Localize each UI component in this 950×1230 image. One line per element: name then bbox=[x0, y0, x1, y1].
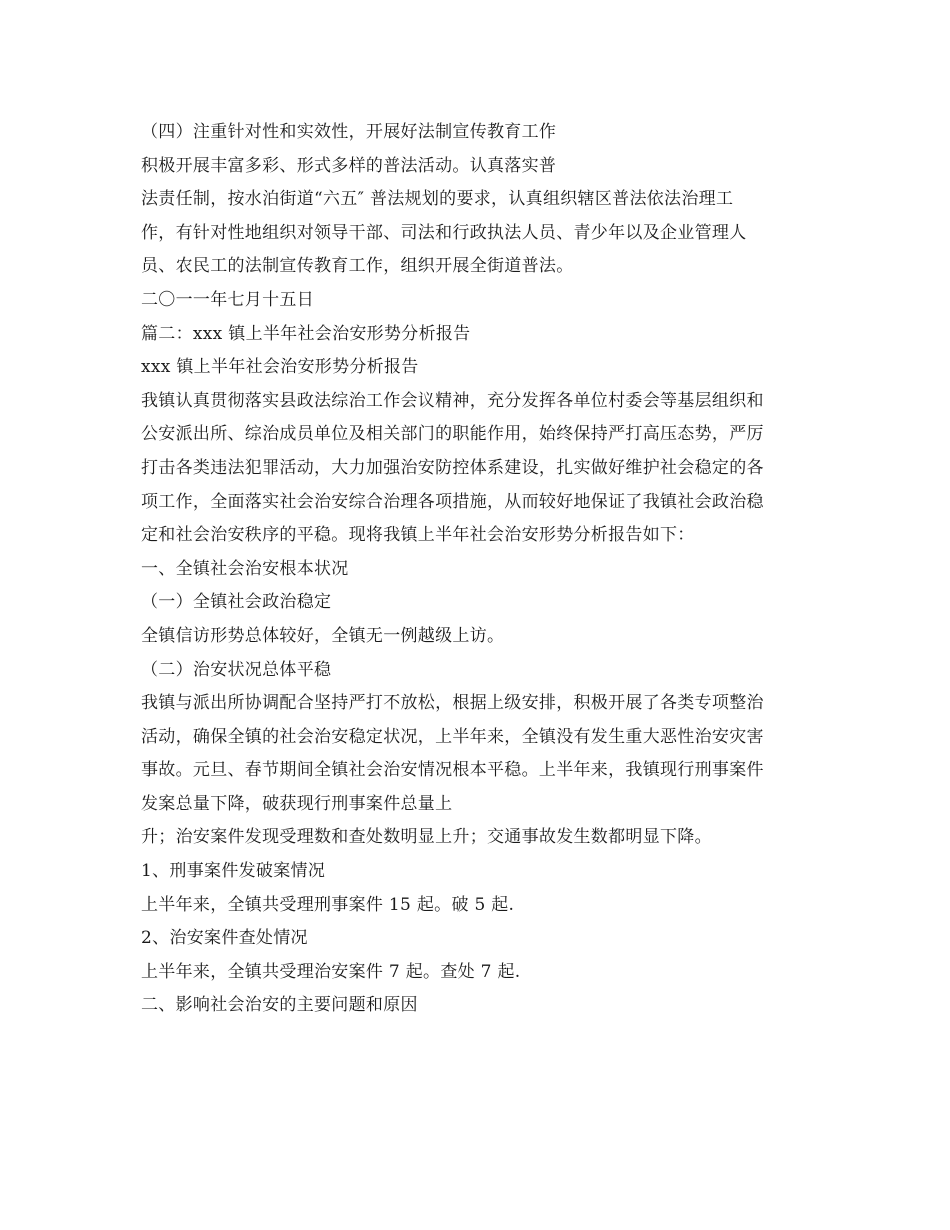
text-line: 上半年来，全镇共受理治安案件 7 起。查处 7 起. bbox=[141, 961, 521, 982]
subheading: 1、刑事案件发破案情况 bbox=[141, 861, 326, 882]
text-line: 全镇信访形势总体较好，全镇无一例越级上访。 bbox=[141, 625, 505, 646]
report-title: xxx 镇上半年社会治安形势分析报告 bbox=[141, 357, 419, 378]
text-line: 我镇与派出所协调配合坚持严打不放松，根据上级安排，积极开展了各类专项整治 bbox=[141, 693, 764, 714]
text-line: 升；治安案件发现受理数和查处数明显上升；交通事故发生数都明显下降。 bbox=[141, 827, 712, 848]
text-line: 活动，确保全镇的社会治安稳定状况，上半年来，全镇没有发生重大恶性治安灾害 bbox=[141, 726, 764, 747]
text-line: 我镇认真贯彻落实县政法综治工作会议精神，充分发挥各单位村委会等基层组织和 bbox=[141, 390, 764, 411]
heading: 一、全镇社会治安根本状况 bbox=[141, 558, 349, 579]
text-line: 公安派出所、综治成员单位及相关部门的职能作用，始终保持严打高压态势，严厉 bbox=[141, 424, 764, 445]
text-line: 打击各类违法犯罪活动，大力加强治安防控体系建设，扎实做好维护社会稳定的各 bbox=[141, 457, 764, 478]
text-line: 法责任制，按水泊街道“六五″ 普法规划的要求，认真组织辖区普法依法治理工 bbox=[141, 189, 734, 210]
text-line: 作，有针对性地组织对领导干部、司法和行政执法人员、青少年以及企业管理人 bbox=[141, 222, 747, 243]
subheading: （一）全镇社会政治稳定 bbox=[141, 592, 332, 613]
subheading: （二）治安状况总体平稳 bbox=[141, 659, 332, 680]
subheading: 2、治安案件查处情况 bbox=[141, 928, 308, 949]
text-line: 上半年来，全镇共受理刑事案件 15 起。破 5 起. bbox=[141, 894, 515, 915]
text-line: 事故。元旦、春节期间全镇社会治安情况根本平稳。上半年来，我镇现行刑事案件 bbox=[141, 760, 764, 781]
section-title: 篇二：xxx 镇上半年社会治安形势分析报告 bbox=[141, 323, 471, 344]
heading: 二、影响社会治安的主要问题和原因 bbox=[141, 995, 418, 1016]
document-body bbox=[141, 116, 821, 1023]
text-line: 项工作，全面落实社会治安综合治理各项措施，从而较好地保证了我镇社会政治稳 bbox=[141, 491, 764, 512]
text-line: 员、农民工的法制宣传教育工作，组织开展全街道普法。 bbox=[141, 256, 574, 277]
text-line: （四）注重针对性和实效性，开展好法制宣传教育工作 bbox=[141, 122, 557, 142]
text-line: 积极开展丰富多彩、形式多样的普法活动。认真落实普 bbox=[141, 155, 557, 176]
date-line: 二〇一一年七月十五日 bbox=[141, 289, 314, 310]
text-line: 定和社会治安秩序的平稳。现将我镇上半年社会治安形势分析报告如下： bbox=[141, 525, 695, 546]
text-line: 发案总量下降，破获现行刑事案件总量上 bbox=[141, 793, 453, 814]
